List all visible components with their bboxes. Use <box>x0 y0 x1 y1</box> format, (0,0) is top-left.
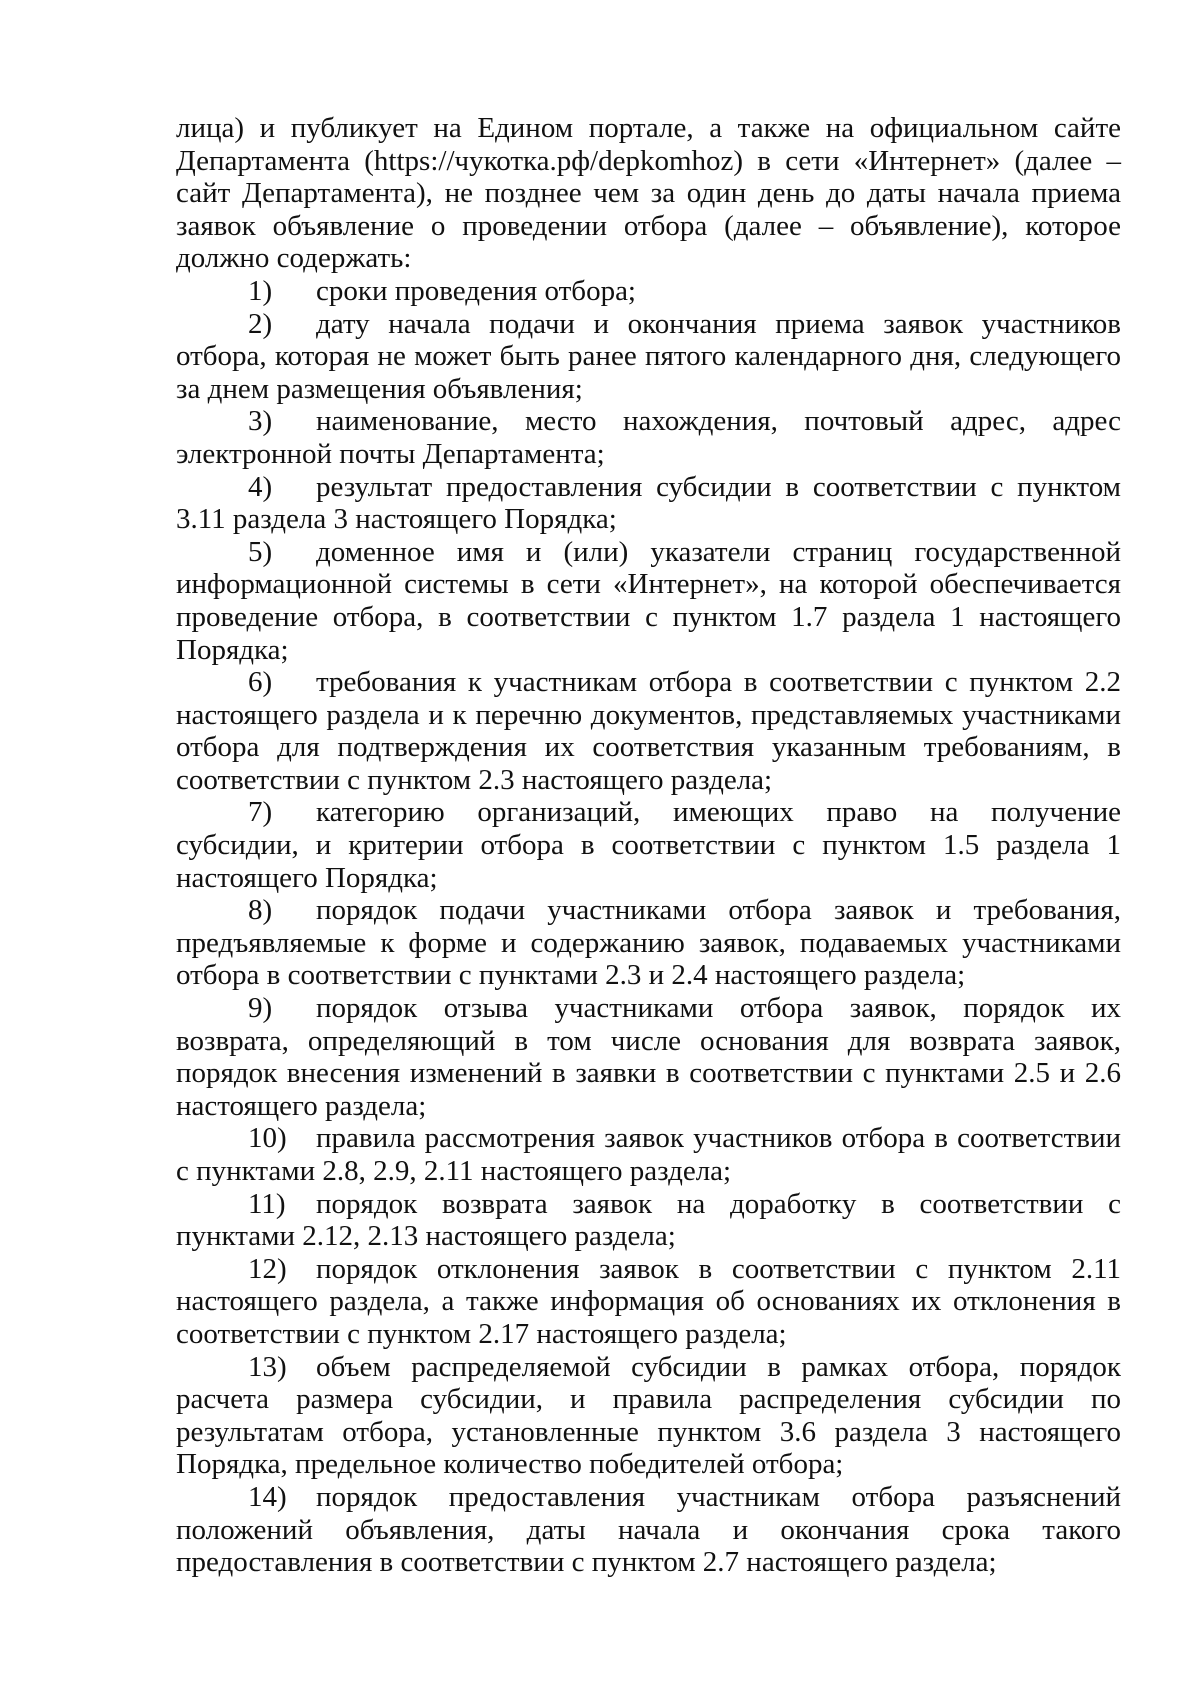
item-number: 11) <box>248 1187 286 1220</box>
item-number: 5) <box>248 535 273 568</box>
item-text: порядок возврата заявок на доработку в соответствии с пунктами 2.12, 2.13 настоящего раздела; <box>176 1187 1121 1253</box>
item-text: порядок отзыва участниками отбора заявок, порядок их возврата, определяющий в том числе основания для возврата заявок, порядок внесения изменений в заявки в соответствии с пунктами 2.5 и 2.6 настоящего раздела; <box>176 992 1121 1122</box>
list-item <box>176 536 1121 666</box>
list-item <box>176 275 1121 308</box>
item-text: порядок подачи участниками отбора заявок и требования, предъявляемые к форме и содержанию заявок, подаваемых участниками отбора в соответствии с пунктами 2.3 и 2.4 настоящего раздела; <box>176 894 1121 992</box>
item-number: 2) <box>248 307 273 340</box>
requirements-list <box>176 275 1121 1579</box>
item-number: 13) <box>248 1350 287 1383</box>
item-number: 4) <box>248 470 273 503</box>
list-item <box>176 894 1121 992</box>
item-text: порядок отклонения заявок в соответствии с пунктом 2.11 настоящего раздела, а также информация об основаниях их отклонения в соответствии с пунктом 2.17 настоящего раздела; <box>176 1252 1121 1350</box>
item-text: доменное имя и (или) указатели страниц государственной информационной системы в сети «Интернет», на которой обеспечивается проведение отбора, в соответствии с пунктом 1.7 раздела 1 настоящего Порядка; <box>176 535 1121 666</box>
list-item <box>176 1188 1121 1253</box>
list-item <box>176 992 1121 1122</box>
item-number: 6) <box>248 666 273 699</box>
item-number: 12) <box>248 1252 287 1285</box>
list-item <box>176 796 1121 894</box>
item-number: 9) <box>248 992 273 1025</box>
item-text: объем распределяемой субсидии в рамках отбора, порядок расчета размера субсидии, и правила распределения субсидии по результатам отбора, установленные пунктом 3.6 раздела 3 настоящего Порядка, предельное количество победителей отбора; <box>176 1350 1121 1481</box>
item-number: 8) <box>248 894 273 927</box>
list-item <box>176 471 1121 536</box>
item-number: 7) <box>248 796 273 829</box>
intro-paragraph: лица) и публикует на Едином портале, а также на официальном сайте Департамента (https://чукотка.рф/depkomhoz) в сети «Интернет» (далее – сайт Департамента), не позднее чем за один день до даты начала приема заявок объявление о проведении отбора (далее – объявление), которое должно содержать: <box>176 112 1121 275</box>
item-text: требования к участникам отбора в соответствии с пунктом 2.2 настоящего раздела и к перечню документов, представляемых участниками отбора для подтверждения их соответствия указанным требованиям, в соответствии с пунктом 2.3 настоящего раздела; <box>176 666 1121 796</box>
item-text: правила рассмотрения заявок участников отбора в соответствии с пунктами 2.8, 2.9, 2.11 настоящего раздела; <box>176 1122 1121 1187</box>
item-number: 14) <box>248 1480 287 1513</box>
list-item <box>176 1253 1121 1351</box>
item-text: категорию организаций, имеющих право на получение субсидии, и критерии отбора в соответствии с пунктом 1.5 раздела 1 настоящего Порядка; <box>176 796 1121 894</box>
item-text: порядок предоставления участникам отбора разъяснений положений объявления, даты начала и окончания срока такого предоставления в соответствии с пунктом 2.7 настоящего раздела; <box>176 1480 1121 1579</box>
list-item <box>176 1481 1121 1579</box>
item-text: наименование, место нахождения, почтовый адрес, адрес электронной почты Департамента; <box>176 405 1121 470</box>
item-number: 1) <box>248 274 273 307</box>
item-number: 3) <box>248 405 273 438</box>
list-item <box>176 405 1121 470</box>
document-page <box>176 112 1121 1579</box>
item-text: сроки проведения отбора; <box>316 274 636 307</box>
item-text: результат предоставления субсидии в соответствии с пунктом 3.11 раздела 3 настоящего Порядка; <box>176 470 1121 536</box>
list-item <box>176 308 1121 406</box>
item-text: дату начала подачи и окончания приема заявок участников отбора, которая не может быть ранее пятого календарного дня, следующего за днем размещения объявления; <box>176 307 1121 405</box>
list-item <box>176 666 1121 796</box>
list-item <box>176 1122 1121 1187</box>
item-number: 10) <box>248 1122 287 1155</box>
list-item <box>176 1351 1121 1481</box>
